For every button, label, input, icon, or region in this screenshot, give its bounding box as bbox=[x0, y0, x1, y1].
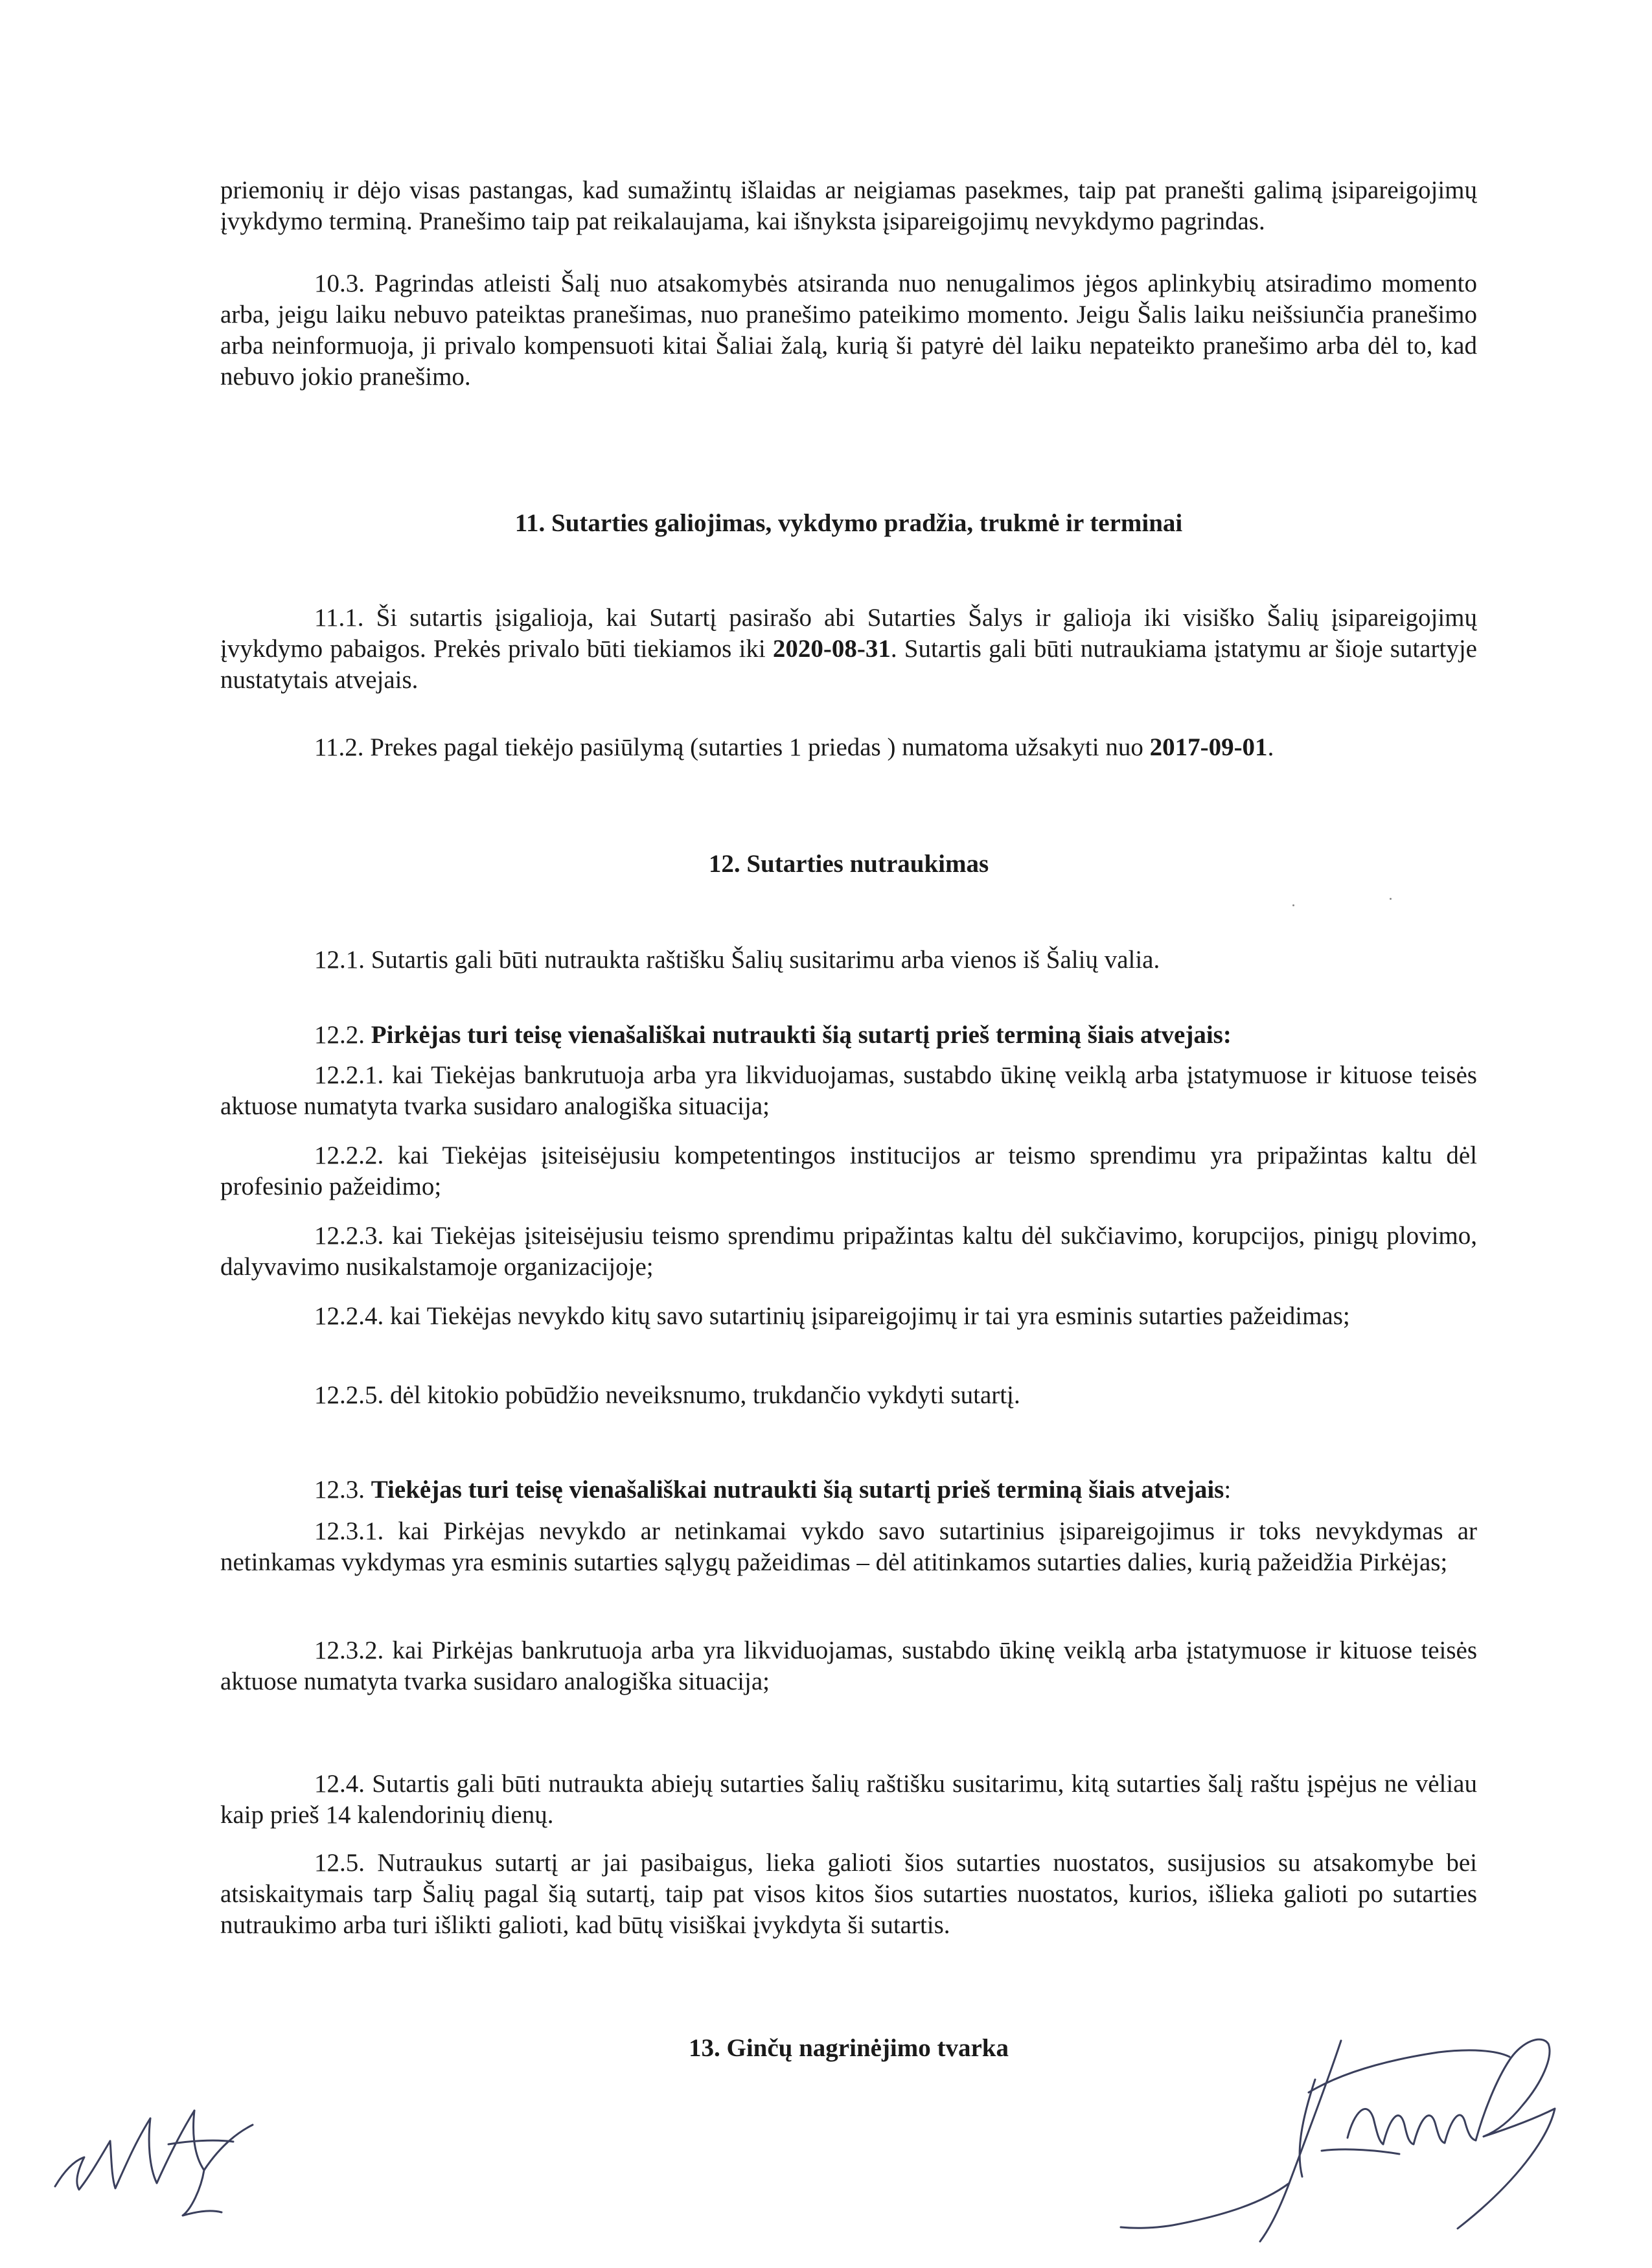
signature-right bbox=[1095, 2021, 1613, 2261]
paragraph-11-2-text-b: . bbox=[1267, 733, 1274, 761]
paragraph-12-3-number: 12.3. bbox=[314, 1476, 371, 1504]
section-heading-13: 13. Ginčų nagrinėjimo tvarka bbox=[689, 2034, 1009, 2062]
paragraph-12-3-heading: Tiekėjas turi teisę vienašališkai nutraukti šią sutartį prieš terminą šiais atvejais bbox=[371, 1476, 1224, 1504]
paragraph-12-2 bbox=[220, 1020, 1477, 1051]
paragraph-12-1: 12.1. Sutartis gali būti nutraukta raštišku Šalių susitarimu arba vienos iš Šalių valia. bbox=[314, 946, 1160, 974]
paragraph-12-2-3: 12.2.3. kai Tiekėjas įsiteisėjusiu teismo sprendimu pripažintas kaltu dėl sukčiavimo, korupcijos, pinigų plovimo, dalyvavimo nusikalstamoje organizacijoje; bbox=[220, 1222, 1477, 1281]
signature-right-drawing bbox=[1095, 2021, 1613, 2261]
paragraph-12-2-1: 12.2.1. kai Tiekėjas bankrutuoja arba yra likviduojamas, sustabdo ūkinę veiklą arba įstatymuose ir kituose teisės aktuose numatyta tvarka susidaro analogiška situacija; bbox=[220, 1061, 1477, 1120]
paragraph-12-3-colon: : bbox=[1224, 1476, 1232, 1504]
scan-speck bbox=[1390, 898, 1392, 900]
paragraph-12-5: 12.5. Nutraukus sutartį ar jai pasibaigus, lieka galioti šios sutarties nuostatos, susijusios su atsakomybe bei atsiskaitymais tarp Šalių pagal šią sutartį, taip pat visos kitos šios sutarties nuostatos, kurios, išlieka galioti po sutarties nutraukimo arba turi išlikti galioti, kad būtų visiškai įvykdyta ši sutartis. bbox=[220, 1849, 1477, 1939]
paragraph-11-1-text-a: 11.1. Ši sutartis įsigalioja, kai Sutartį pasirašo abi Sutarties Šalys ir galioja iki visiško Šalių įsipareigojimų įvykdymo pabaigos. Prekės privalo būti tiekiamos iki bbox=[220, 604, 1477, 663]
signature-initials-left bbox=[39, 2079, 285, 2228]
paragraph-11-2 bbox=[220, 732, 1477, 763]
paragraph-12-3-2: 12.3.2. kai Pirkėjas bankrutuoja arba yra likviduojamas, sustabdo ūkinę veiklą arba įstatymuose ir kituose teisės aktuose numatyta tvarka susidaro analogiška situacija; bbox=[220, 1636, 1477, 1695]
paragraph-12-2-number: 12.2. bbox=[314, 1021, 371, 1049]
signature-left-drawing bbox=[39, 2079, 285, 2228]
paragraph-11-1-date: 2020-08-31 bbox=[772, 635, 891, 663]
paragraph-10-3: 10.3. Pagrindas atleisti Šalį nuo atsakomybės atsiranda nuo nenugalimos jėgos aplinkybių atsiradimo momento arba, jeigu laiku nebuvo pateiktas pranešimas, nuo pranešimo pateikimo momento. Jeigu Šalis laiku neišsiunčia pranešimo arba neinformuoja, ji privalo kompensuoti kitai Šaliai žalą, kurią ši patyrė dėl laiku nepateikto pranešimo arba dėl to, kad nebuvo jokio pranešimo. bbox=[220, 269, 1477, 391]
paragraph-11-2-text-a: 11.2. Prekes pagal tiekėjo pasiūlymą (sutarties 1 priedas ) numatoma užsakyti nuo bbox=[314, 733, 1150, 761]
paragraph-12-2-4: 12.2.4. kai Tiekėjas nevykdo kitų savo sutartinių įsipareigojimų ir tai yra esminis sutarties pažeidimas; bbox=[314, 1302, 1350, 1330]
paragraph-12-2-2: 12.2.2. kai Tiekėjas įsiteisėjusiu kompetentingos institucijos ar teismo sprendimu yra pripažintas kaltu dėl profesinio pažeidimo; bbox=[220, 1141, 1477, 1200]
scan-speck bbox=[1292, 904, 1294, 906]
paragraph-12-3-1: 12.3.1. kai Pirkėjas nevykdo ar netinkamai vykdo savo sutartinius įsipareigojimus ir toks nevykdymas ar netinkamas vykdymas yra esminis sutarties sąlygų pažeidimas – dėl atitinkamos sutarties dalies, kurią pažeidžia Pirkėjas; bbox=[220, 1517, 1477, 1576]
paragraph-12-3 bbox=[220, 1474, 1477, 1506]
paragraph-12-2-heading: Pirkėjas turi teisę vienašališkai nutraukti šią sutartį prieš terminą šiais atvejais: bbox=[371, 1021, 1232, 1049]
paragraph-11-1 bbox=[220, 602, 1477, 696]
paragraph-11-1-text-b: . Sutartis gali būti nutraukiama įstatymu ar šioje sutartyje nustatytais atvejais. bbox=[220, 635, 1477, 694]
paragraph-11-2-date: 2017-09-01 bbox=[1149, 733, 1268, 761]
paragraph-12-4: 12.4. Sutartis gali būti nutraukta abiejų sutarties šalių raštišku susitarimu, kitą sutarties šalį raštu įspėjus ne vėliau kaip prieš 14 kalendorinių dienų. bbox=[220, 1770, 1477, 1829]
section-heading-11: 11. Sutarties galiojimas, vykdymo pradžia, trukmė ir terminai bbox=[514, 509, 1183, 537]
paragraph-10-2-continuation: priemonių ir dėjo visas pastangas, kad sumažintų išlaidas ar neigiamas pasekmes, taip pat pranešti galimą įsipareigojimų įvykdymo terminą. Pranešimo taip pat reikalaujama, kai išnyksta įsipareigojimų nevykdymo pagrindas. bbox=[220, 176, 1477, 235]
paragraph-12-2-5: 12.2.5. dėl kitokio pobūdžio neveiksnumo, trukdančio vykdyti sutartį. bbox=[314, 1381, 1020, 1409]
section-heading-12: 12. Sutarties nutraukimas bbox=[708, 850, 989, 878]
